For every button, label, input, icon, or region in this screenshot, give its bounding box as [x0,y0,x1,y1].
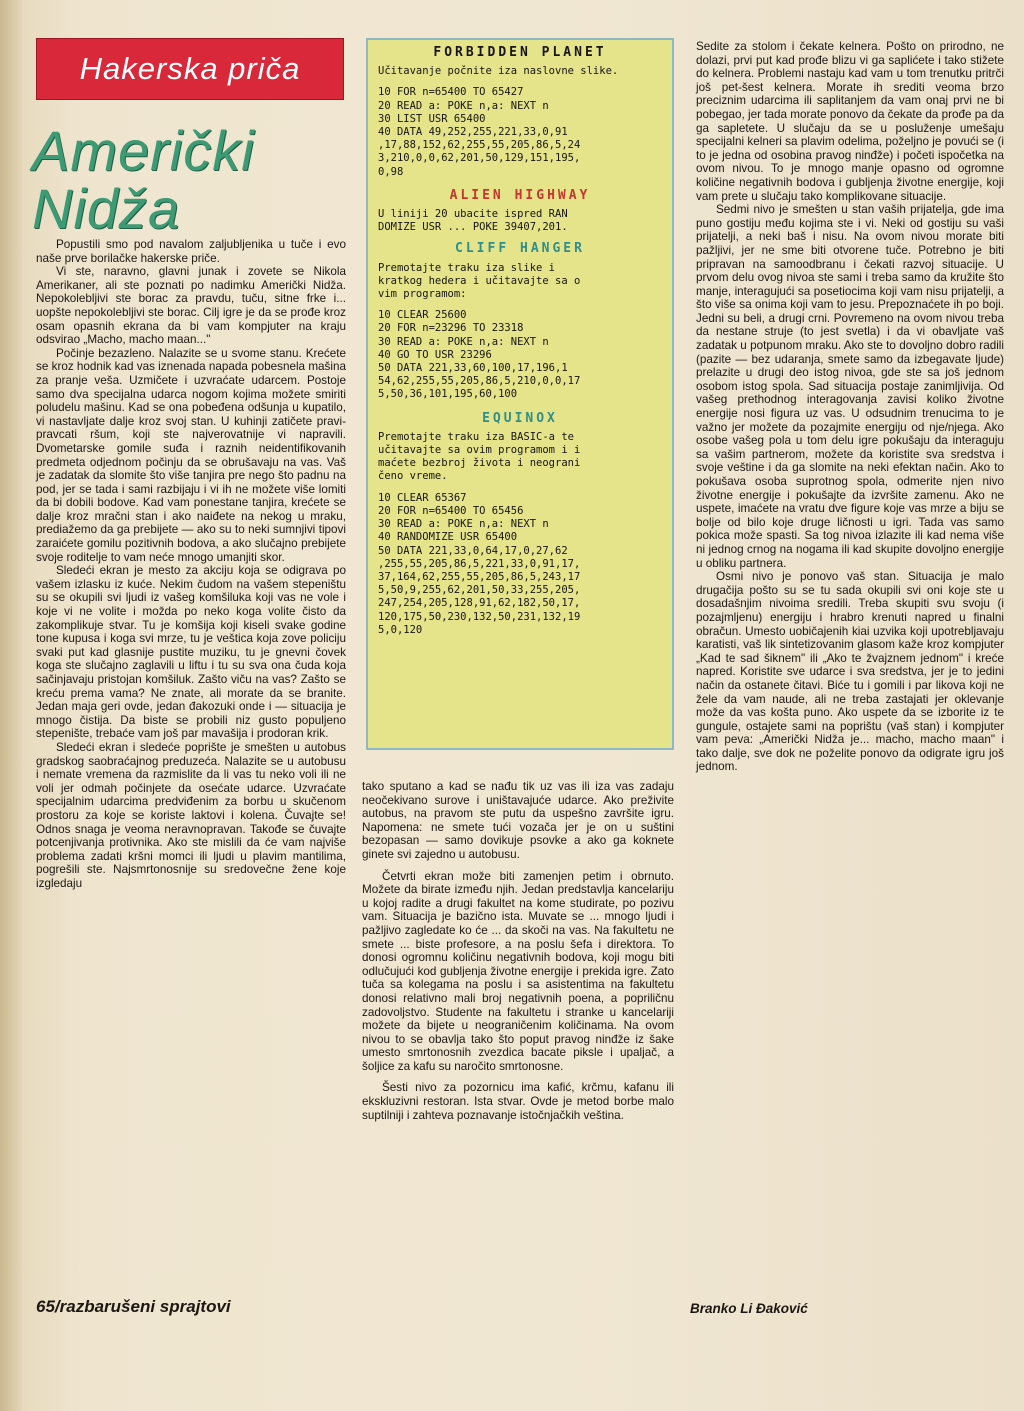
paragraph: Četvrti ekran može biti zamenjen petim i obrnuto. Možete da birate između njih. Jedan predstavlja kancelariju u kojoj radite a drugi fakultet na kome studirate, po pozivu vam. Situacija je bazično ista. Muvate se ... mnogo ljudi i pažljivo zagledate ko će ... da skoči na vas. Na fakultetu ne smete ... biste profesore, a na poslu šefa i direktora. To donosi ogromnu količinu negativnih bodova, koji mogu biti odlučujući kod gubljenja životne energije i prekida igre. Zato tuča sa kolegama na poslu i sa asistentima na fakultetu donosi relativno mali broj negativnih poena, a popriličnu zadovoljstvo. Studente na fakultetu i stranke u kancelariji možete da bijete u neograničenim količinama. Na ovom nivou to se obavlja tako što poput pravog ninđže iz šake umesto smrtonosnih zvezdica bacate piksle i upaljač, a šoljice za kafu su naročito smrtonosne. [362,869,674,1073]
paragraph: Sledeći ekran i sledeće poprište je smešten u autobus gradskog saobraćajnog preduzeća. Nalazite se u autobusu i nemate vremena da razmislite da li vas tu neko voli ili ne voli jer odmah počinjete da osećate udarce. Uzvraćate specijalnim udarcima predviđenim za borbu u skučenom prostoru za koje se koriste laktovi i kolena. Čuvajte se! Odnos snaga je veoma neravnopravan. Takođe se čuvajte potcenjivanja protivnika. Ako ste mislili da će vam najviše problema zadati kršni momci ili ljudi u plavim mantilima, pogrešili ste. Najsmrtonosnije su sredovečne žene koje izgledaju [36,740,346,890]
listing-code: 10 CLEAR 65367 20 FOR n=65400 TO 65456 30 READ a: POKE n,a: NEXT n 40 RANDOMIZE USR 65400 50 DATA 221,33,0,64,17,0,27,62 ,255,55,205,86,5,221,33,0,91,17, 37,164,62,255,55,205,86,5,243,17 5,50,9,255,62,201,50,33,255,205, 247,254,205,128,91,62,182,50,17, 120,175,50,230,132,50,231,132,19 5,0,120 [378,491,581,636]
code-listing-box [366,38,674,750]
paragraph: Vi ste, naravno, glavni junak i zovete se Nikola Amerikaner, ali ste poznati po nadimku Američki Nidža. Nepokolebljivi ste borac za pravdu, tuču, sitne frke i... uopšte nepokolebljivi ste borac. Cilj igre je da se prođe kroz osam opasnih ekrana da bi vam kompjuter na kraju odsvirao „Macho, macho maan..." [36,265,346,347]
listing-title-cliff-hanger: CLIFF HANGER [455,241,585,257]
paragraph: Osmi nivo je ponovo vaš stan. Situacija je malo drugačija pošto su se tu sada okupili svi oni koje ste u dosadašnjim nivoima sredili. Treba skupiti svu svoju (i pozajmljenu) energiju i hrabro krenuti napred u finalni obračun. Umesto uobičajenih kiai uzvika koji upotrebljavaju karatisti, vaš lik sintetizovanim glasom kaže kroz kompjuter „Kad te sad šiknem" ili „Ako te žvajznem jednom" i kreće napred. Koristite sve udarce i sva sredstva, jer je to jedini način da ostanete čitavi. Biće tu i gomili i par likova koji ne žele da vam naude, ali ne treba zastajati jer oklevanje može da vas košta puno. Ako uspete da se izborite iz te gungule, ostajete sami na poprištu (vaš stan) i kompjuter vam peva: „Američki Nidža je... macho, macho maan" i tako dalje, sve dok ne poželite ponovo da odigrate igru još jednom. [696,570,1004,774]
paragraph: Počinje bezazleno. Nalazite se u svome stanu. Krećete se kroz hodnik kad vas iznenada napada pobesnela mašina za pranje veša. Uzmičete i uzvraćate udarcem. Postoje samo dva specijalna udarca nogom kojima možete smiriti poludelu mašinu. Kad se ona pobeđena odšunja u kupatilo, vi nastavljate dalje kroz svoj stan. U kuhinji zatičete pravi-pravcati ršum, koji ste najverovatnije vi napravili. Dvometarske gomile suđa i raznih neidentifikovanih predmeta odjednom počinju da se obrušavaju na vas. Vaš je zadatak da slomite što više tanjira pre nego što padnu na pod, jer se tada i sami razbijaju i vi ih ne možete više lomiti da bi dobili bodove. Kad vam ponestane tanjira, krećete se dalje kroz mračni stan i ako naiđete na nekog u mraku, prediažemo da ga prebijete — ako su to neki sumnjivi tipovi zaraićete gomilu pozitivnih bodova, a ako slučajno prebijete svoje roditelje to vam neće mnogo umanjiti skor. [36,346,346,564]
listing-title-forbidden-planet: FORBIDDEN PLANET [433,45,607,60]
paragraph: Šesti nivo za pozornicu ima kafić, krčmu, kafanu ili ekskluzivni restoran. Ista stvar. Ovde je metod borbe malo suptilniji i zahteva poznavanje istočnjačkih veština. [362,1081,674,1122]
page-folio: 65/razbarušeni sprajtovi [36,1297,231,1316]
listing-note: Učitavanje počnite iza naslovne slike. [378,65,619,78]
article-column-2 [362,780,674,1122]
headline-line-1: Američki [32,119,255,182]
article-column-1 [36,238,346,891]
listing-note: Premotajte traku iza BASIC-a te učitavajte sa ovim programom i i maćete bezbroj života i neograni čeno vreme. [378,430,581,483]
listing-title-alien-highway: ALIEN HIGHWAY [449,187,591,203]
listing-code: 10 FOR n=65400 TO 65427 20 READ a: POKE n,a: NEXT n 30 LIST USR 65400 40 DATA 49,252,255,221,33,0,91 ,17,88,152,62,255,55,205,86,5,24 3,210,0,0,62,201,50,129,151,195, 0,98 [378,86,581,178]
listing-code: 10 CLEAR 25600 20 FOR n=23296 TO 23318 30 READ a: POKE n,a: NEXT n 40 GO TO USR 23296 50 DATA 221,33,60,100,17,196,1 54,62,255,55,205,86,5,210,0,0,17 5,50,36,101,195,60,100 [378,309,581,401]
author-byline: Branko Li Đaković [690,1301,808,1316]
paragraph: Sedite za stolom i čekate kelnera. Pošto on prirodno, ne dolazi, prvi put kad prođe blizu vi ga saplićete i tako stižete do kelnera. Problemi nastaju kad vam u tom trenutku pritrči još pet-šest kelnera. Morate ih srediti veoma brzo preciznim udarcima ili saplitanjem da vam onaj prvi ne bi pobegao, jer tada morate ponovo da čekate da prođe pa da ga sapletete. U slučaju da se u posluženje umešaju specijalni kelneri sa plavim odelima, poželjno je povući se (i to je jedna od osobina pravog ninđže) i početi ispočetka na ovom nivou. To je mnogo manje opasno od ogromne količine negativnih bodova i gubljenja životne energije, koji vam prete u slučaju tako komplikovane situacije. [696,40,1005,203]
listing-note: U liniji 20 ubacite ispred RAN DOMIZE USR ... POKE 39407,201. [378,208,568,234]
paragraph: tako sputano a kad se nađu tik uz vas ili iza vas zadaju neočekivano surove i uništavajuće udarce. Ako preživite autobus, na pravom ste putu da uspešno završite igru. Napomena: ne smete tući vozača jer je on u suštini bezopasan — samo dovikuje psovke a ako ga koknete ginete svi zajedno u autobusu. [362,780,674,861]
intro-paragraph: Popustili smo pod navalom zaljubljenika u tuče i evo naše prve borilačke hakerske priče. [36,238,346,265]
section-banner: Hakerska priča [36,38,344,100]
listing-title-equinox: EQUINOX [482,410,558,426]
headline-line-2: Nidža [32,177,181,240]
paragraph: Sledeći ekran je mesto za akciju koja se odigrava po vašem izlasku iz kuće. Nekim čudom na vašem stepeništu su se okupili svi ljudi iz vašeg komšiluka koji vas ne vole i koje vi ne volite i možda po neko koga volite čisto da zakomplikuje stvar. Tu je komšija koji kiseli svake godine tone kupusa i koga svi mrze, tu je veštica koja zove policiju svaki put kad glasnije pustite muziku, tu je gnevni čovek koga ste slučajno zaglavili u liftu i tu su sva ona čuda koja sačinjavaju pristojan komšiluk. Zašto viču na vas? Zašto se kreću prema vama? Ne znate, ali morate da se branite. Jedan maja geri ovde, jedan đakozuki onde i — situacija je mnogo čistija. Da biste se probili niz gusto populjeno stepenište, trebaće vam još par mavašija i prodoran krik. [36,564,346,741]
article-headline [32,119,332,240]
paragraph: Sedmi nivo je smešten u stan vaših prijatelja, gde ima puno gostiju među kojima ste i vi. Neki od gostiju su vaši prijatelji, a neki baš i nisu. Na ovom nivou morate biti pažljivi, jer ne sme biti otvorene tuče. Potrebno je biti pripravan na samoodbranu i čekati razvoj situacije. U prvom delu ovog nivoa ste sami i treba samo da kružite što manje, interagujući sa posetiocima koji vam nisu prijatelji, a što više sa onima koji vam to jesu. Prepoznaćete ih po boji. Jedni su beli, a drugi crni. Povremeno na ovom nivou treba da nestane struje (to jest svetla) i da vi obavljate vaš zadatak u potpunom mraku. Ako ste to dovoljno dobro radili (pazite — bez udaranja, smete samo da izbegavate ljude) prelazite u drugi deo istog nivoa, gde ste sa još jednom osobom istog spola. Sad situacija postaje zanimljivija. Od vašeg prethodnog interagovanja zavisi koliko životne energije nosi figura uz vas. U odsudnim trenucima to je važno jer možete da pozajmite energiju od nje/njega. Ako osobe vašeg pola u tom delu igre pokušaju da interaguju sa vašim partnerom, možete da koristite sva sredstva i svoje veštine i da ga slomite na neki efektan način. Ako to pokušava osoba suprotnog spola, odmerite njen nivo životne energije i pokušajte da izvršite zamenu. Ako ne uspete, imaćete na vratu dve figure koje vas mrze a biju se bolje od bilo koje druge ličnosti u igri. Tada vas samo pokica može spasti. Sa tog nivoa izlazite ili kad nema više ni jednog crnog na nogama ili kad skupite dovoljno energije u obliku partnera. [696,203,1004,570]
page-edge-shadow [0,0,22,1411]
article-column-3 [696,40,1004,774]
listing-note: Premotajte traku iza slike i kratkog hedera i učitavajte sa o vim programom: [378,261,581,301]
